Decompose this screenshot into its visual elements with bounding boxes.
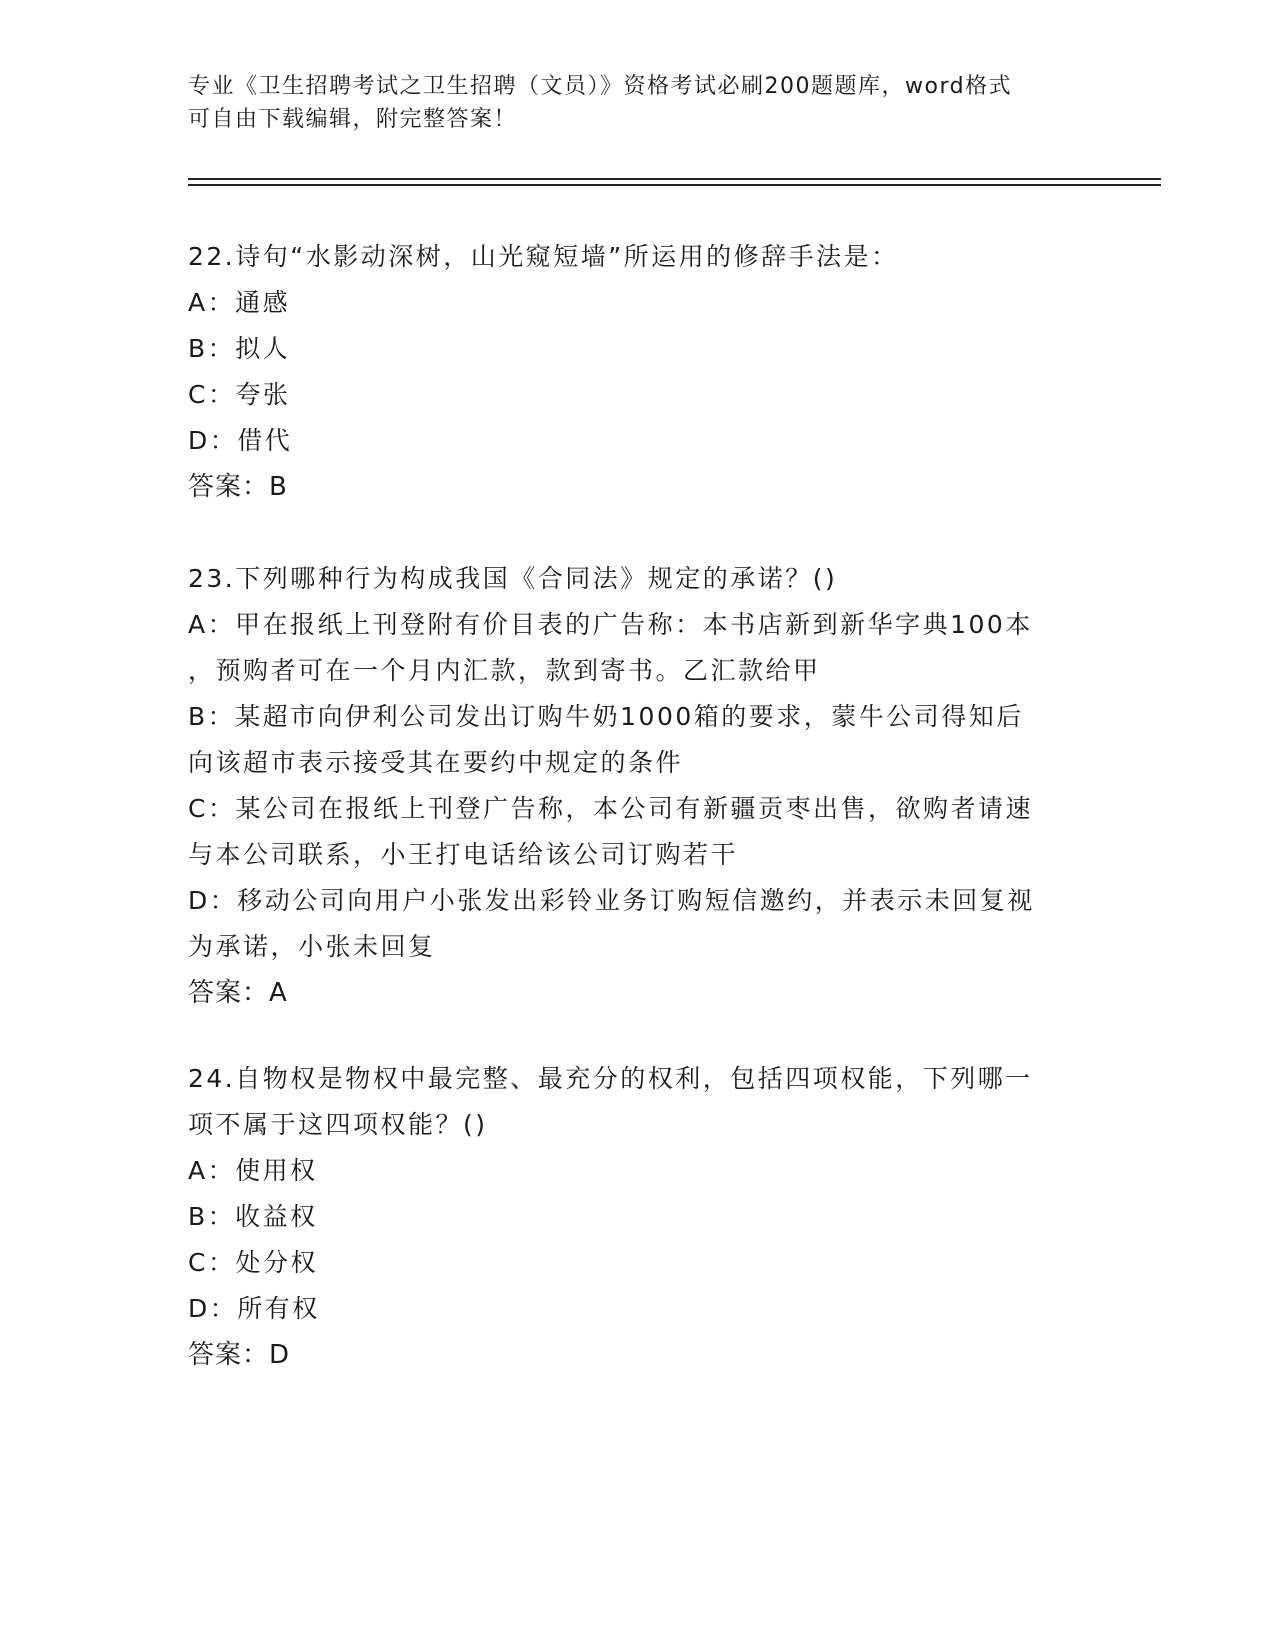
header-divider-top xyxy=(188,178,1161,180)
option-c-continued: 与本公司联系，小王打电话给该公司订购若干 xyxy=(188,840,739,869)
option-c: C：某公司在报纸上刊登广告称，本公司有新疆贡枣出售，欲购者请速 xyxy=(188,794,1033,823)
option-b: B：拟人 xyxy=(188,334,291,363)
option-a: A：甲在报纸上刊登附有价目表的广告称：本书店新到新华字典100本 xyxy=(188,610,1033,639)
document-header xyxy=(188,70,1088,136)
option-a-continued: ，预购者可在一个月内汇款，款到寄书。乙汇款给甲 xyxy=(188,656,821,685)
option-c: C：处分权 xyxy=(188,1248,318,1277)
option-d: D：借代 xyxy=(188,426,293,455)
option-d: D：移动公司向用户小张发出彩铃业务订购短信邀约，并表示未回复视 xyxy=(188,886,1035,915)
header-title-line-2: 可自由下载编辑，附完整答案！ xyxy=(188,107,518,132)
header-divider-bottom xyxy=(188,184,1161,186)
option-d: D：所有权 xyxy=(188,1294,320,1323)
answer-line: 答案：A xyxy=(188,978,288,1008)
header-title-line-1: 专业《卫生招聘考试之卫生招聘（文员）》资格考试必刷200题题库，word格式 xyxy=(188,74,1013,99)
question-23 xyxy=(188,556,1088,1016)
option-a: A：使用权 xyxy=(188,1156,318,1185)
option-b-continued: 向该超市表示接受其在要约中规定的条件 xyxy=(188,748,684,777)
question-stem: 23.下列哪种行为构成我国《合同法》规定的承诺？() xyxy=(188,564,838,593)
question-22 xyxy=(188,234,1088,510)
option-d-continued: 为承诺，小张未回复 xyxy=(188,932,436,961)
question-stem: 24.自物权是物权中最完整、最充分的权利，包括四项权能，下列哪一 xyxy=(188,1064,1033,1093)
option-b: B：某超市向伊利公司发出订购牛奶1000箱的要求，蒙牛公司得知后 xyxy=(188,702,1024,731)
question-stem-continued: 项不属于这四项权能？() xyxy=(188,1110,488,1139)
question-24 xyxy=(188,1056,1088,1378)
option-a: A：通感 xyxy=(188,288,291,317)
question-stem: 22.诗句“水影动深树，山光窥短墙”所运用的修辞手法是： xyxy=(188,242,899,271)
option-b: B：收益权 xyxy=(188,1202,318,1231)
answer-line: 答案：D xyxy=(188,1340,291,1370)
answer-line: 答案：B xyxy=(188,472,288,502)
option-c: C：夸张 xyxy=(188,380,291,409)
